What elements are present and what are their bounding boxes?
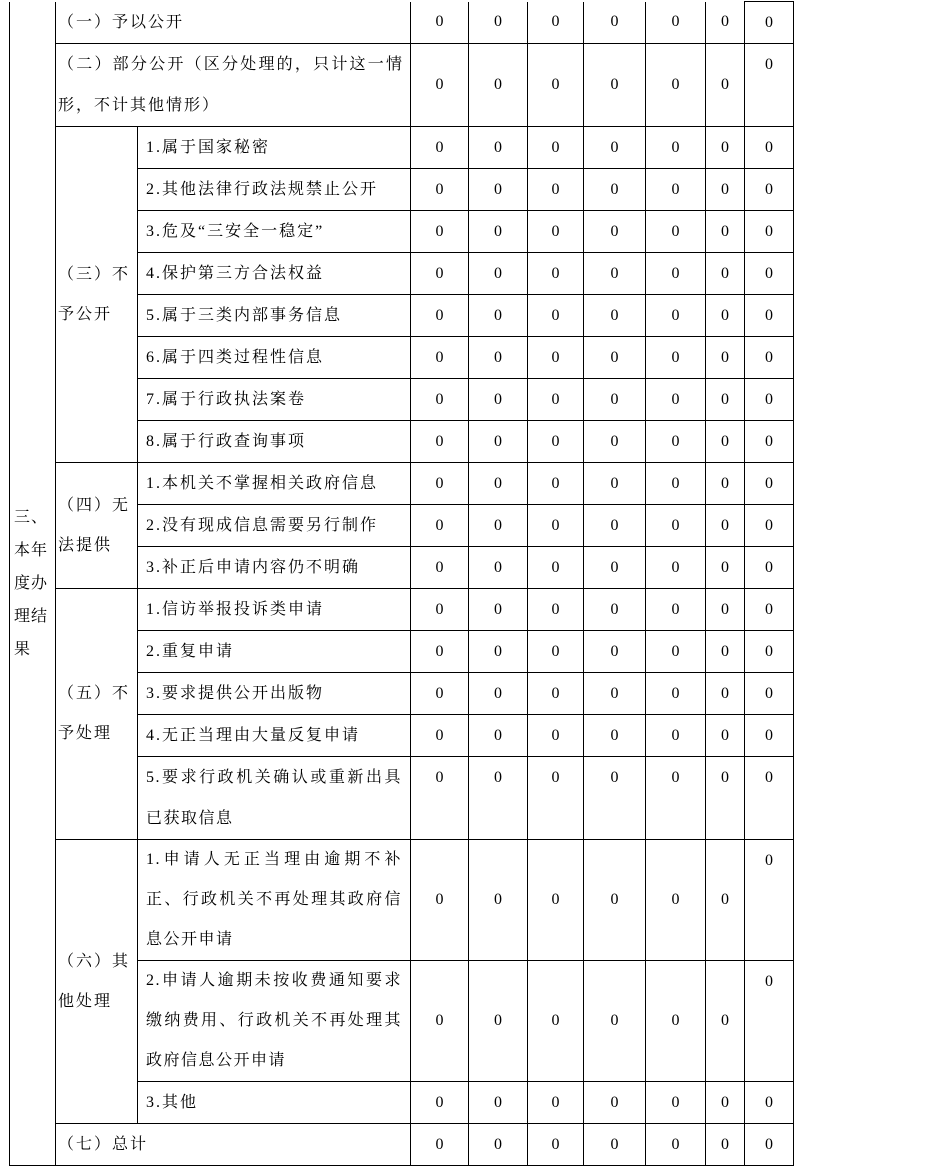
value-cell: 0 (469, 127, 528, 169)
value-cell: 0 (469, 840, 528, 961)
value-cell: 0 (706, 840, 745, 961)
value-cell: 0 (584, 337, 646, 379)
value-cell: 0 (528, 673, 584, 715)
item-cell: 3.要求提供公开出版物 (138, 673, 411, 715)
value-cell: 0 (469, 295, 528, 337)
value-cell: 0 (584, 505, 646, 547)
item-cell: 8.属于行政查询事项 (138, 421, 411, 463)
value-cell: 0 (411, 840, 469, 961)
report-table-body (10, 2, 794, 1166)
value-cell: 0 (411, 463, 469, 505)
value-cell: 0 (646, 631, 706, 673)
value-cell: 0 (411, 757, 469, 840)
value-cell: 0 (706, 44, 745, 127)
value-cell: 0 (646, 1082, 706, 1124)
value-cell: 0 (646, 337, 706, 379)
value-cell: 0 (646, 421, 706, 463)
value-cell: 0 (528, 961, 584, 1082)
value-cell: 0 (469, 379, 528, 421)
value-cell: 0 (646, 169, 706, 211)
value-cell: 0 (646, 1124, 706, 1166)
value-cell: 0 (584, 757, 646, 840)
category-cell: （七）总计 (56, 1124, 411, 1166)
value-cell: 0 (469, 961, 528, 1082)
value-cell: 0 (646, 253, 706, 295)
value-cell: 0 (706, 379, 745, 421)
table-row (10, 44, 794, 127)
value-cell: 0 (646, 295, 706, 337)
value-cell: 0 (411, 169, 469, 211)
value-cell: 0 (584, 631, 646, 673)
item-cell: 1.属于国家秘密 (138, 127, 411, 169)
item-cell: 3.危及“三安全一稳定” (138, 211, 411, 253)
value-cell: 0 (646, 379, 706, 421)
value-cell: 0 (646, 589, 706, 631)
value-cell: 0 (745, 505, 794, 547)
value-cell: 0 (584, 421, 646, 463)
value-cell: 0 (584, 127, 646, 169)
value-cell: 0 (706, 169, 745, 211)
value-cell: 0 (411, 505, 469, 547)
value-cell: 0 (646, 961, 706, 1082)
value-cell: 0 (584, 547, 646, 589)
value-cell: 0 (584, 589, 646, 631)
item-cell: 2.重复申请 (138, 631, 411, 673)
value-cell: 0 (469, 673, 528, 715)
value-cell: 0 (706, 589, 745, 631)
value-cell: 0 (411, 337, 469, 379)
item-cell: 4.保护第三方合法权益 (138, 253, 411, 295)
value-cell: 0 (528, 44, 584, 127)
value-cell: 0 (411, 961, 469, 1082)
value-cell: 0 (469, 463, 528, 505)
value-cell: 0 (584, 379, 646, 421)
value-cell: 0 (528, 337, 584, 379)
value-cell: 0 (706, 463, 745, 505)
table-row (10, 463, 794, 505)
value-cell: 0 (411, 421, 469, 463)
value-cell: 0 (528, 379, 584, 421)
value-cell: 0 (411, 631, 469, 673)
value-cell: 0 (745, 379, 794, 421)
value-cell: 0 (706, 505, 745, 547)
table-row (10, 840, 794, 961)
value-cell: 0 (528, 127, 584, 169)
value-cell: 0 (528, 589, 584, 631)
value-cell: 0 (528, 840, 584, 961)
value-cell: 0 (706, 631, 745, 673)
value-cell: 0 (706, 337, 745, 379)
value-cell: 0 (528, 2, 584, 44)
value-cell: 0 (646, 2, 706, 44)
section-label-cell: （六）其他处理 (56, 840, 138, 1124)
value-cell: 0 (646, 211, 706, 253)
value-cell: 0 (469, 169, 528, 211)
value-cell: 0 (745, 337, 794, 379)
value-cell: 0 (745, 715, 794, 757)
value-cell: 0 (584, 1082, 646, 1124)
value-cell: 0 (745, 295, 794, 337)
value-cell: 0 (646, 715, 706, 757)
value-cell: 0 (706, 421, 745, 463)
table-row (10, 589, 794, 631)
value-cell: 0 (469, 547, 528, 589)
value-cell: 0 (584, 463, 646, 505)
value-cell: 0 (646, 463, 706, 505)
value-cell: 0 (469, 337, 528, 379)
category-cell: （二）部分公开（区分处理的，只计这一情形，不计其他情形） (56, 44, 411, 127)
value-cell: 0 (528, 421, 584, 463)
item-cell: 7.属于行政执法案卷 (138, 379, 411, 421)
value-cell: 0 (411, 715, 469, 757)
item-cell: 1.本机关不掌握相关政府信息 (138, 463, 411, 505)
value-cell: 0 (411, 589, 469, 631)
value-cell: 0 (411, 211, 469, 253)
value-cell: 0 (745, 127, 794, 169)
value-cell: 0 (584, 2, 646, 44)
value-cell: 0 (646, 44, 706, 127)
value-cell: 0 (528, 631, 584, 673)
value-cell: 0 (745, 2, 794, 44)
value-cell: 0 (706, 715, 745, 757)
value-cell: 0 (706, 295, 745, 337)
value-cell: 0 (584, 1124, 646, 1166)
value-cell: 0 (745, 961, 794, 1082)
section-label-cell: （五）不予处理 (56, 589, 138, 840)
item-cell: 5.要求行政机关确认或重新出具已获取信息 (138, 757, 411, 840)
item-cell: 2.没有现成信息需要另行制作 (138, 505, 411, 547)
value-cell: 0 (528, 211, 584, 253)
value-cell: 0 (584, 673, 646, 715)
value-cell: 0 (745, 1082, 794, 1124)
value-cell: 0 (706, 547, 745, 589)
value-cell: 0 (745, 1124, 794, 1166)
value-cell: 0 (745, 44, 794, 127)
value-cell: 0 (411, 295, 469, 337)
value-cell: 0 (469, 253, 528, 295)
value-cell: 0 (411, 127, 469, 169)
value-cell: 0 (745, 169, 794, 211)
value-cell: 0 (706, 961, 745, 1082)
value-cell: 0 (706, 2, 745, 44)
value-cell: 0 (411, 673, 469, 715)
item-cell: 4.无正当理由大量反复申请 (138, 715, 411, 757)
item-cell: 3.补正后申请内容仍不明确 (138, 547, 411, 589)
value-cell: 0 (584, 44, 646, 127)
value-cell: 0 (528, 715, 584, 757)
table-row (10, 127, 794, 169)
value-cell: 0 (469, 421, 528, 463)
value-cell: 0 (745, 757, 794, 840)
row-group-side-label: 三、本年度办理结果 (10, 2, 56, 1166)
value-cell: 0 (528, 1082, 584, 1124)
value-cell: 0 (411, 2, 469, 44)
value-cell: 0 (469, 1124, 528, 1166)
value-cell: 0 (646, 757, 706, 840)
value-cell: 0 (745, 589, 794, 631)
value-cell: 0 (469, 211, 528, 253)
value-cell: 0 (469, 715, 528, 757)
value-cell: 0 (469, 631, 528, 673)
value-cell: 0 (706, 757, 745, 840)
value-cell: 0 (469, 505, 528, 547)
value-cell: 0 (528, 757, 584, 840)
table-row (10, 2, 794, 44)
value-cell: 0 (528, 295, 584, 337)
value-cell: 0 (469, 2, 528, 44)
item-cell: 5.属于三类内部事务信息 (138, 295, 411, 337)
value-cell: 0 (584, 169, 646, 211)
value-cell: 0 (745, 840, 794, 961)
value-cell: 0 (584, 295, 646, 337)
value-cell: 0 (411, 379, 469, 421)
value-cell: 0 (411, 44, 469, 127)
value-cell: 0 (584, 715, 646, 757)
value-cell: 0 (528, 1124, 584, 1166)
value-cell: 0 (411, 547, 469, 589)
value-cell: 0 (706, 673, 745, 715)
value-cell: 0 (706, 253, 745, 295)
value-cell: 0 (745, 211, 794, 253)
value-cell: 0 (528, 169, 584, 211)
value-cell: 0 (745, 253, 794, 295)
value-cell: 0 (646, 547, 706, 589)
value-cell: 0 (745, 463, 794, 505)
value-cell: 0 (745, 547, 794, 589)
value-cell: 0 (469, 44, 528, 127)
section-label-cell: （三）不予公开 (56, 127, 138, 463)
value-cell: 0 (646, 505, 706, 547)
category-cell: （一）予以公开 (56, 2, 411, 44)
item-cell: 3.其他 (138, 1082, 411, 1124)
section-label-cell: （四）无法提供 (56, 463, 138, 589)
value-cell: 0 (745, 673, 794, 715)
value-cell: 0 (528, 547, 584, 589)
value-cell: 0 (584, 211, 646, 253)
value-cell: 0 (528, 253, 584, 295)
item-cell: 6.属于四类过程性信息 (138, 337, 411, 379)
value-cell: 0 (584, 961, 646, 1082)
value-cell: 0 (584, 840, 646, 961)
value-cell: 0 (528, 505, 584, 547)
value-cell: 0 (411, 1082, 469, 1124)
annual-report-results-table (9, 1, 794, 1166)
value-cell: 0 (411, 253, 469, 295)
value-cell: 0 (646, 673, 706, 715)
value-cell: 0 (706, 211, 745, 253)
value-cell: 0 (745, 631, 794, 673)
value-cell: 0 (528, 463, 584, 505)
value-cell: 0 (469, 1082, 528, 1124)
value-cell: 0 (584, 253, 646, 295)
value-cell: 0 (646, 840, 706, 961)
value-cell: 0 (745, 421, 794, 463)
value-cell: 0 (411, 1124, 469, 1166)
item-cell: 2.申请人逾期未按收费通知要求缴纳费用、行政机关不再处理其政府信息公开申请 (138, 961, 411, 1082)
value-cell: 0 (706, 1082, 745, 1124)
value-cell: 0 (706, 127, 745, 169)
value-cell: 0 (469, 757, 528, 840)
item-cell: 1.信访举报投诉类申请 (138, 589, 411, 631)
value-cell: 0 (646, 127, 706, 169)
value-cell: 0 (706, 1124, 745, 1166)
value-cell: 0 (469, 589, 528, 631)
item-cell: 2.其他法律行政法规禁止公开 (138, 169, 411, 211)
item-cell: 1.申请人无正当理由逾期不补正、行政机关不再处理其政府信息公开申请 (138, 840, 411, 961)
